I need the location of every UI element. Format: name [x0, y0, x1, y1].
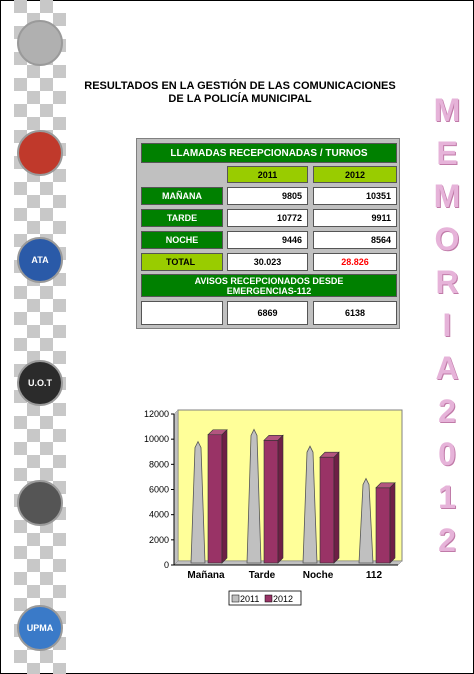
- cell-noche-2012: 8564: [313, 231, 397, 249]
- checker-square: [40, 650, 53, 663]
- checker-square: [14, 286, 27, 299]
- bar-2012: [208, 435, 222, 563]
- row-label-noche: NOCHE: [141, 231, 223, 249]
- checker-square: [14, 104, 27, 117]
- checker-square: [40, 442, 53, 455]
- checker-square: [14, 442, 27, 455]
- checker-square: [53, 403, 66, 416]
- y-tick-label: 6000: [148, 484, 169, 495]
- memoria-letter: M: [433, 92, 461, 128]
- page-title: [60, 80, 420, 106]
- checker-square: [27, 429, 40, 442]
- cell-tarde-2012: 9911: [313, 209, 397, 227]
- checker-square: [40, 546, 53, 559]
- title-line-2: DE LA POLICÍA MUNICIPAL: [168, 93, 312, 105]
- bar-2012: [264, 440, 278, 563]
- row-label-tarde: TARDE: [141, 209, 223, 227]
- checker-square: [14, 468, 27, 481]
- legend-label-2011: 2011: [240, 594, 260, 604]
- title-line-1: RESULTADOS EN LA GESTIÓN DE LAS COMUNICACIONES: [84, 80, 396, 92]
- checker-square: [40, 182, 53, 195]
- checker-square: [14, 416, 27, 429]
- checker-square: [53, 351, 66, 364]
- checker-square: [14, 520, 27, 533]
- memoria-letter: 2: [438, 393, 456, 429]
- checker-square: [53, 429, 66, 442]
- checker-square: [27, 585, 40, 598]
- checker-square: [53, 663, 66, 674]
- cell-avisos-2012: 6138: [313, 301, 397, 325]
- legend-label-2012: 2012: [273, 594, 294, 604]
- checker-square: [14, 78, 27, 91]
- row-label-manana: MAÑANA: [141, 187, 223, 205]
- checker-square: [53, 65, 66, 78]
- memoria-letter: E: [436, 135, 458, 171]
- checker-square: [40, 468, 53, 481]
- uot-badge-icon: U.O.T: [17, 360, 63, 406]
- checkered-strip: [14, 0, 66, 674]
- unit-badge-icon: [17, 480, 63, 526]
- checker-square: [40, 78, 53, 91]
- checker-square: [27, 455, 40, 468]
- checker-square: [14, 546, 27, 559]
- checker-square: [40, 208, 53, 221]
- x-tick-label: Mañana: [187, 570, 225, 581]
- ata-badge-icon: ATA: [17, 237, 63, 283]
- checker-square: [14, 338, 27, 351]
- plot-wall: [174, 410, 178, 565]
- memoria-letter: M: [433, 178, 461, 214]
- row-label-total: TOTAL: [141, 253, 223, 271]
- checker-square: [40, 416, 53, 429]
- upma-badge-icon: UPMA: [17, 605, 63, 651]
- checker-square: [14, 208, 27, 221]
- police-badge-icon: [17, 130, 63, 176]
- checker-square: [53, 13, 66, 26]
- memoria-letter: O: [434, 221, 460, 257]
- bar-2012-side: [390, 483, 395, 563]
- checker-square: [27, 559, 40, 572]
- x-tick-label: 112: [365, 570, 383, 581]
- bar-2012-side: [278, 435, 283, 563]
- checker-square: [53, 195, 66, 208]
- memoria-letter: 0: [438, 436, 456, 472]
- checker-square: [27, 65, 40, 78]
- year-2011: 2011: [227, 166, 308, 183]
- bar-2012: [320, 457, 334, 563]
- cell-noche-2011: 9446: [227, 231, 308, 249]
- checker-square: [27, 91, 40, 104]
- memoria-letter: 2: [438, 522, 456, 558]
- cell-total-2011: 30.023: [227, 253, 308, 271]
- y-tick-label: 12000: [143, 409, 169, 419]
- memoria-letter: A: [435, 350, 459, 386]
- cell-tarde-2011: 10772: [227, 209, 308, 227]
- checker-square: [53, 221, 66, 234]
- checker-square: [40, 312, 53, 325]
- bar-2012: [376, 488, 390, 563]
- checker-square: [53, 117, 66, 130]
- y-tick-label: 10000: [143, 434, 169, 445]
- checker-square: [53, 455, 66, 468]
- checker-square: [40, 0, 53, 13]
- bar-2012-side: [334, 452, 339, 563]
- checker-square: [27, 195, 40, 208]
- calls-bar-chart: [138, 403, 404, 613]
- checker-square: [53, 559, 66, 572]
- checker-square: [14, 572, 27, 585]
- checker-square: [27, 117, 40, 130]
- avisos-blank: [141, 301, 223, 325]
- calls-table: [136, 138, 400, 329]
- legend-swatch-2012: [265, 595, 272, 602]
- legend-swatch-2011: [232, 595, 239, 602]
- checker-square: [14, 650, 27, 663]
- table-header: LLAMADAS RECEPCIONADAS / TURNOS: [141, 143, 397, 163]
- y-tick-label: 8000: [148, 459, 169, 470]
- checker-square: [27, 325, 40, 338]
- checker-square: [40, 286, 53, 299]
- year-2012: 2012: [313, 166, 397, 183]
- checker-square: [14, 182, 27, 195]
- cell-manana-2011: 9805: [227, 187, 308, 205]
- checker-square: [53, 169, 66, 182]
- y-tick-label: 0: [163, 560, 169, 570]
- y-tick-label: 2000: [148, 534, 169, 545]
- bar-2012-side: [222, 430, 227, 563]
- checker-square: [40, 104, 53, 117]
- memoria-letter: R: [435, 264, 459, 300]
- checker-square: [40, 572, 53, 585]
- memoria-letter: I: [442, 307, 452, 343]
- checker-square: [14, 0, 27, 13]
- y-tick-label: 4000: [148, 509, 169, 520]
- cell-avisos-2011: 6869: [227, 301, 308, 325]
- checker-square: [27, 663, 40, 674]
- checker-square: [40, 338, 53, 351]
- checker-square: [53, 299, 66, 312]
- municipal-crest-icon: [17, 20, 63, 66]
- checker-square: [27, 533, 40, 546]
- avisos-header: AVISOS RECEPCIONADOS DESDE EMERGENCIAS-112: [141, 274, 397, 297]
- checker-square: [53, 533, 66, 546]
- checker-square: [27, 299, 40, 312]
- x-tick-label: Noche: [302, 570, 334, 581]
- checker-square: [53, 585, 66, 598]
- memoria-letter: 1: [438, 479, 456, 515]
- cell-manana-2012: 10351: [313, 187, 397, 205]
- checker-square: [27, 221, 40, 234]
- cell-total-2012: 28.826: [313, 253, 397, 271]
- checker-square: [14, 312, 27, 325]
- x-tick-label: Tarde: [248, 570, 276, 581]
- checker-square: [53, 325, 66, 338]
